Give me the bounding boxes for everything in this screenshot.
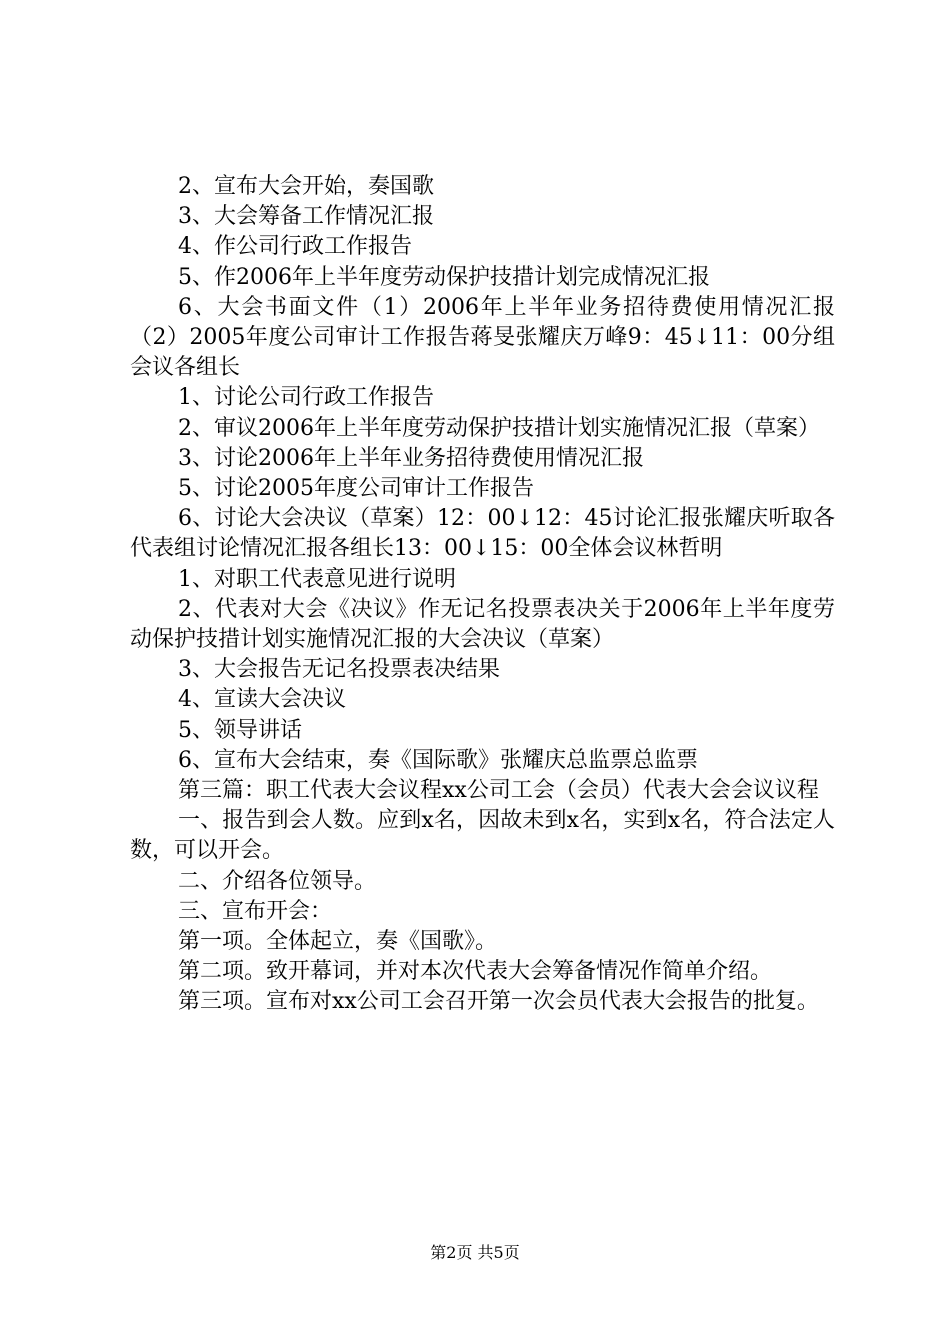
paragraph: 第二项。致开幕词，并对本次代表大会筹备情况作简单介绍。 [178,959,773,985]
paragraph: 4、宣读大会决议 [178,687,346,713]
paragraph: 第一项。全体起立，奏《国歌》。 [178,929,498,955]
page-footer [0,1243,950,1263]
paragraph: 2、代表对大会《决议》作无记名投票表决关于2006年上半年度劳动保护技措计划实施情况汇报的大会决议（草案） [130,596,835,653]
paragraph: 二、介绍各位领导。 [178,868,377,894]
page-number: 第2页 共5页 [430,1243,520,1262]
paragraph: 5、作2006年上半年度劳动保护技措计划完成情况汇报 [178,264,710,290]
paragraph: 3、大会筹备工作情况汇报 [178,204,434,230]
paragraph: 6、宣布大会结束，奏《国际歌》张耀庆总监票总监票 [178,747,698,773]
paragraph: 3、大会报告无记名投票表决结果 [178,657,500,683]
paragraph: 2、宣布大会开始，奏国歌 [178,174,434,199]
paragraph: 6、大会书面文件（1）2006年上半年业务招待费使用情况汇报（2）2005年度公司审计工作报告蒋旻张耀庆万峰9：45↓11：00分组会议各组长 [130,294,835,381]
paragraph: 3、讨论2006年上半年业务招待费使用情况汇报 [178,445,644,471]
paragraph: 2、审议2006年上半年度劳动保护技措计划实施情况汇报（草案） [178,415,820,441]
section-heading: 第三篇：职工代表大会议程xx公司工会（会员）代表大会会议议程 [178,778,819,804]
paragraph: 第三项。宣布对xx公司工会召开第一次会员代表大会报告的批复。 [178,989,819,1015]
paragraph: 5、讨论2005年度公司审计工作报告 [178,476,534,502]
paragraph: 三、宣布开会： [178,898,333,924]
document-body [130,172,835,1018]
paragraph: 6、讨论大会决议（草案）12：00↓12：45讨论汇报张耀庆听取各代表组讨论情况汇报各组长13：00↓15：00全体会议林哲明 [130,506,835,562]
paragraph: 5、领导讲话 [178,717,302,743]
paragraph: 4、作公司行政工作报告 [178,234,412,260]
paragraph: 1、对职工代表意见进行说明 [178,566,456,592]
paragraph: 1、讨论公司行政工作报告 [178,385,434,411]
paragraph: 一、报告到会人数。应到x名，因故未到x名，实到x名，符合法定人数，可以开会。 [130,808,835,864]
